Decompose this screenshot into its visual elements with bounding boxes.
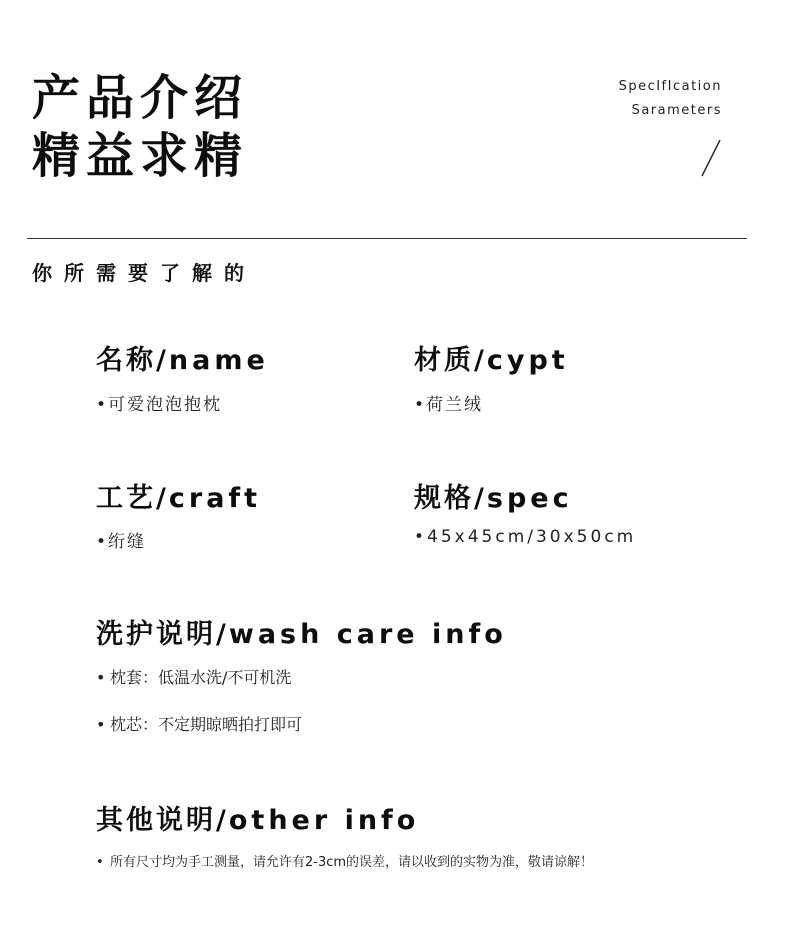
name-label — [96, 338, 269, 377]
craft-label-cn: 工艺 — [96, 483, 156, 514]
craft-label-en: craft — [168, 483, 262, 514]
bullet-dot: • — [414, 527, 428, 547]
page-title-line-1: 产品介绍 — [32, 70, 249, 126]
craft-value-text: 绗缝 — [108, 532, 147, 552]
bullet-dot: • — [96, 715, 106, 734]
name-value-text: 可爱泡泡抱枕 — [108, 395, 223, 415]
spec-label — [414, 476, 573, 515]
slash-decoration-icon — [700, 139, 722, 177]
other-info-label-cn: 其他说明 — [96, 805, 216, 836]
wash-care-item-text: 枕芯：不定期晾晒拍打即可 — [110, 715, 303, 734]
material-label — [414, 338, 569, 377]
wash-care-item — [96, 665, 291, 688]
craft-value — [96, 527, 146, 552]
material-label-sep: / — [474, 345, 487, 376]
wash-care-label-cn: 洗护说明 — [96, 619, 216, 650]
bullet-dot: • — [96, 532, 109, 552]
other-info-label-en: other info — [228, 805, 420, 836]
material-value-text: 荷兰绒 — [426, 395, 484, 415]
wash-care-label — [96, 612, 507, 651]
other-info-label-sep: / — [216, 805, 229, 836]
bullet-dot: • — [96, 855, 104, 870]
spec-label-en: spec — [486, 483, 573, 514]
name-label-en: name — [168, 345, 269, 376]
bullet-dot: • — [414, 395, 427, 415]
wash-care-label-en: wash care info — [228, 619, 507, 650]
spec-value-text: 45x45cm/30x50cm — [427, 527, 637, 547]
wash-care-item — [96, 712, 302, 735]
spec-label-cn: 规格 — [414, 483, 474, 514]
material-label-en: cypt — [486, 345, 569, 376]
other-info-label — [96, 798, 419, 837]
bullet-dot: • — [96, 395, 109, 415]
spec-label-en-1: SpecIfIcation — [618, 79, 722, 94]
divider — [27, 238, 747, 239]
name-label-sep: / — [156, 345, 169, 376]
name-label-cn: 名称 — [96, 345, 156, 376]
other-info-note-text: 所有尺寸均为手工测量，请允许有2-3cm的误差，请以收到的实物为准，敬请谅解！ — [110, 855, 594, 870]
other-info-note — [96, 851, 593, 870]
spec-label-sep: / — [474, 483, 487, 514]
material-label-cn: 材质 — [414, 345, 474, 376]
page-title-line-2: 精益求精 — [32, 128, 249, 184]
spec-value — [414, 527, 636, 547]
spec-label-en-2: Sarameters — [631, 103, 722, 118]
craft-label-sep: / — [156, 483, 169, 514]
wash-care-label-sep: / — [216, 619, 229, 650]
wash-care-item-text: 枕套：低温水洗/不可机洗 — [110, 668, 292, 687]
section-subhead: 你所需要了解的 — [32, 261, 256, 285]
name-value — [96, 390, 222, 415]
bullet-dot: • — [96, 668, 106, 687]
material-value — [414, 390, 483, 415]
craft-label — [96, 476, 261, 515]
